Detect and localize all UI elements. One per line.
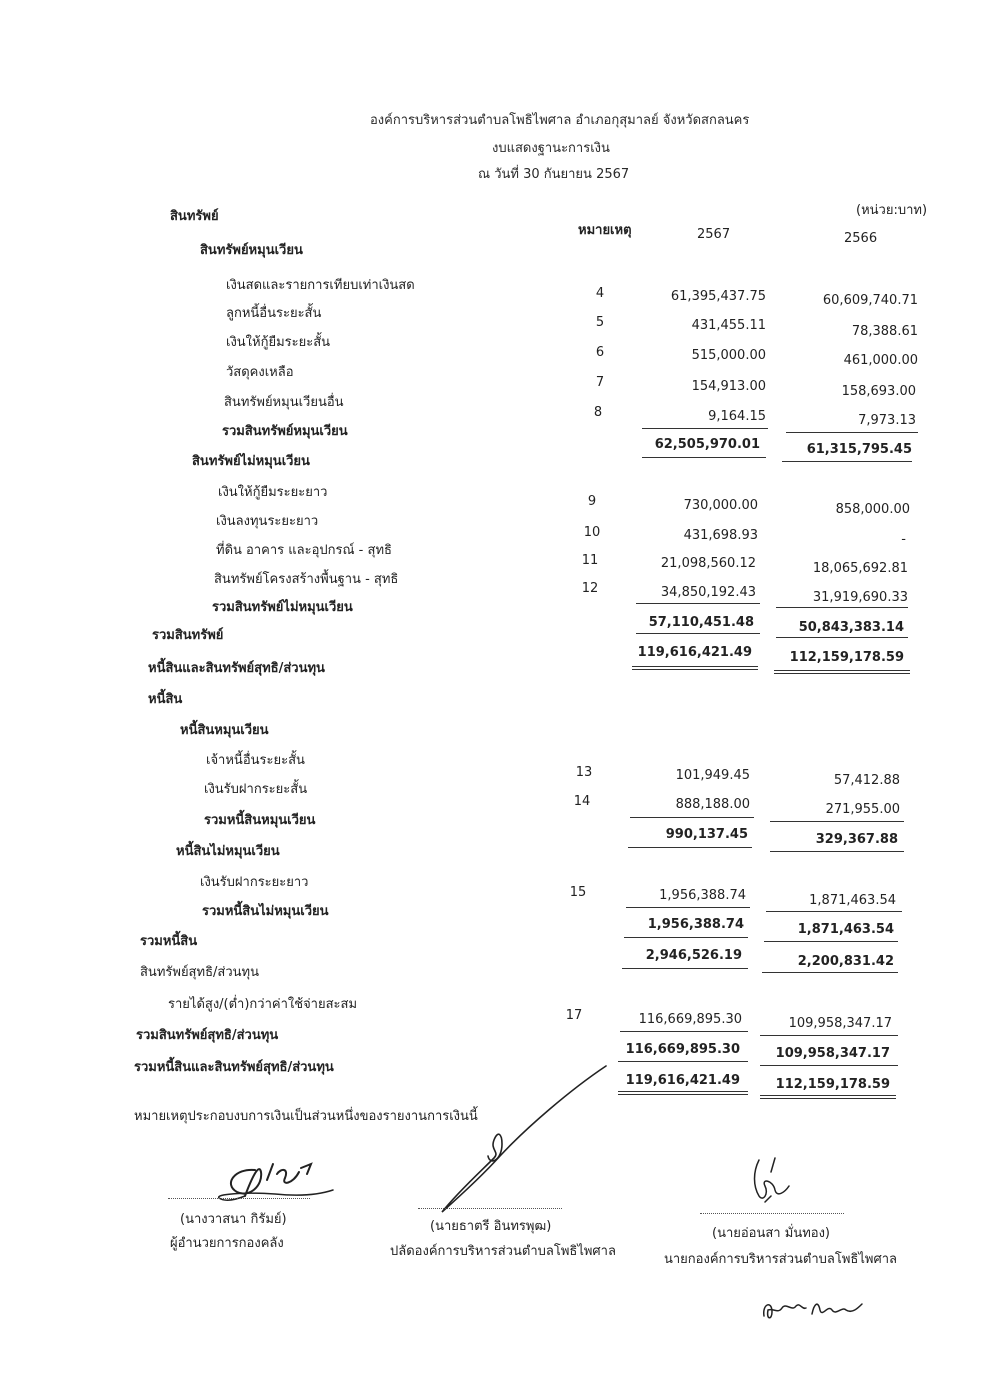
row-value-2567-grand-total: 119,616,421.49 [625,1073,740,1088]
row-note-short-deposits: 14 [573,794,591,809]
grand-total-double-line [760,1095,896,1099]
row-value-2567-long-investments: 431,698.93 [683,528,758,543]
row-note-long-investments: 10 [583,525,601,540]
signatory-name-1: (นางวาสนา กิรัมย์) [180,1212,287,1227]
row-value-2566-short-payables: 57,412.88 [833,773,900,788]
organization-name: องค์การบริหารส่วนตำบลโพธิไพศาล อำเภอกุสุมาลย์ จังหวัดสกลนคร [370,113,750,128]
row-note-cash: 4 [595,286,605,301]
row-value-2566-short-loans: 461,000.00 [843,353,918,368]
row-note-short-receivables: 5 [595,315,605,330]
row-value-2567-cash: 61,395,437.75 [670,289,766,304]
row-value-2567-ppe-net: 21,098,560.12 [660,556,756,571]
row-value-2567-short-payables: 101,949.45 [675,768,750,783]
total-line [770,851,904,852]
row-value-2567-total-equity: 116,669,895.30 [625,1042,740,1057]
row-value-2566-total-current-assets: 61,315,795.45 [806,442,912,457]
row-value-2566-grand-total: 112,159,178.59 [775,1077,890,1092]
signatory-name-2: (นายธาตรี อินทรพุฒ) [430,1219,552,1234]
row-value-2566-total-noncurrent-liabilities: 1,871,463.54 [797,922,894,937]
row-label-total-current-liabilities: รวมหนี้สินหมุนเวียน [204,813,316,828]
total-line [764,941,898,942]
row-value-2566-total-liabilities: 2,200,831.42 [797,954,894,969]
row-note-ppe-net: 11 [581,553,599,568]
subtotal-line [766,911,902,912]
row-label-accumulated-surplus: รายได้สูง/(ต่ำ)กว่าค่าใช้จ่ายสะสม [168,997,358,1012]
subsection-title-current-assets: สินทรัพย์หมุนเวียน [200,243,303,258]
column-header-2567: 2567 [697,227,731,242]
row-value-2566-infrastructure-net: 31,919,690.33 [812,590,908,605]
subtotal-line [760,1035,898,1036]
row-value-2567-inventory: 154,913.00 [691,379,766,394]
row-label-infrastructure-net: สินทรัพย์โครงสร้างพื้นฐาน - สุทธิ [214,572,399,587]
subtotal-line [776,607,908,608]
row-value-2566-other-current-assets: 7,973.13 [858,413,916,428]
row-label-total-current-assets: รวมสินทรัพย์หมุนเวียน [222,424,348,439]
subtotal-line [626,907,750,908]
row-note-short-loans: 6 [595,345,605,360]
row-label-total-assets: รวมสินทรัพย์ [152,628,224,643]
row-value-2567-total-current-assets: 62,505,970.01 [654,437,760,452]
row-value-2566-short-receivables: 78,388.61 [851,324,918,339]
row-value-2567-total-assets: 119,616,421.49 [637,645,752,660]
row-label-grand-total: รวมหนี้สินและสินทรัพย์สุทธิ/ส่วนทุน [134,1060,334,1075]
row-value-2567-short-receivables: 431,455.11 [691,318,766,333]
section-title-equity: สินทรัพย์สุทธิ/ส่วนทุน [140,965,259,980]
row-value-2567-long-loans: 730,000.00 [683,498,758,513]
subtotal-line [636,603,760,604]
row-label-total-noncurrent-assets: รวมสินทรัพย์ไม่หมุนเวียน [212,600,353,615]
grand-total-double-line [774,670,910,674]
row-label-short-receivables: ลูกหนี้อื่นระยะสั้น [226,306,322,321]
row-value-2567-infrastructure-net: 34,850,192.43 [660,585,756,600]
statement-title: งบแสดงฐานะการเงิน [492,141,610,156]
row-value-2567-accumulated-surplus: 116,669,895.30 [638,1012,742,1027]
row-note-other-current-assets: 8 [593,405,603,420]
row-value-2566-long-investments: - [901,532,906,547]
row-value-2567-short-deposits: 888,188.00 [675,797,750,812]
row-value-2566-total-noncurrent-assets: 50,843,383.14 [798,620,904,635]
row-value-2566-total-assets: 112,159,178.59 [789,650,904,665]
row-note-long-deposits: 15 [569,885,587,900]
row-label-total-equity: รวมสินทรัพย์สุทธิ/ส่วนทุน [136,1028,279,1043]
row-label-short-deposits: เงินรับฝากระยะสั้น [204,782,308,797]
signature-line [168,1198,310,1199]
section-title-assets: สินทรัพย์ [170,209,219,224]
row-note-inventory: 7 [595,375,605,390]
row-label-other-current-assets: สินทรัพย์หมุนเวียนอื่น [224,395,344,410]
grand-total-double-line [632,666,758,670]
handwritten-signature-chief-administrator [430,1060,620,1220]
row-value-2566-ppe-net: 18,065,692.81 [812,561,908,576]
column-header-note: หมายเหตุ [578,223,632,238]
total-line [760,1065,898,1066]
row-label-cash: เงินสดและรายการเทียบเท่าเงินสด [226,278,415,293]
row-label-inventory: วัสดุคงเหลือ [226,365,294,380]
total-line [762,972,898,973]
statement-date: ณ วันที่ 30 กันยายน 2567 [478,167,630,182]
signatory-title-2: ปลัดองค์การบริหารส่วนตำบลโพธิไพศาล [390,1244,616,1259]
total-line [624,937,748,938]
grand-total-double-line [618,1091,748,1095]
row-value-2566-short-deposits: 271,955.00 [825,802,900,817]
signature-line [700,1213,844,1214]
row-value-2566-total-equity: 109,958,347.17 [775,1046,890,1061]
row-value-2567-total-noncurrent-liabilities: 1,956,388.74 [647,917,744,932]
row-value-2566-inventory: 158,693.00 [841,384,916,399]
handwritten-signature-finance-director [215,1150,345,1210]
row-note-long-loans: 9 [587,494,597,509]
total-line [642,457,766,458]
footnote: หมายเหตุประกอบงบการเงินเป็นส่วนหนึ่งของรายงานการเงินนี้ [134,1109,478,1124]
column-header-2566: 2566 [844,231,878,246]
subsection-title-noncurrent-liabilities: หนี้สินไม่หมุนเวียน [176,844,280,859]
row-value-2567-other-current-assets: 9,164.15 [708,409,766,424]
row-value-2567-total-liabilities: 2,946,526.19 [645,948,742,963]
row-label-long-deposits: เงินรับฝากระยะยาว [200,875,309,890]
total-line [782,461,912,462]
row-label-long-loans: เงินให้กู้ยืมระยะยาว [218,485,328,500]
row-note-accumulated-surplus: 17 [565,1008,583,1023]
signatory-title-3: นายกองค์การบริหารส่วนตำบลโพธิไพศาล [664,1252,897,1267]
subtotal-line [770,821,904,822]
row-label-long-investments: เงินลงทุนระยะยาว [216,514,319,529]
row-label-total-liabilities: รวมหนี้สิน [140,934,198,949]
signatory-name-3: (นายอ่อนสา มั่นทอง) [712,1226,830,1241]
row-value-2566-total-current-liabilities: 329,367.88 [815,832,898,847]
total-line [776,637,908,638]
row-label-short-payables: เจ้าหนี้อื่นระยะสั้น [206,753,305,768]
unit-label: (หน่วย:บาท) [856,203,928,218]
row-note-infrastructure-net: 12 [581,581,599,596]
row-label-short-loans: เงินให้กู้ยืมระยะสั้น [226,335,331,350]
subtotal-line [620,1031,748,1032]
subtotal-line [786,432,918,433]
row-value-2566-long-loans: 858,000.00 [835,502,910,517]
row-note-short-payables: 13 [575,765,593,780]
row-value-2567-total-current-liabilities: 990,137.45 [665,827,748,842]
subtotal-line [642,428,768,429]
total-line [636,633,760,634]
signatory-title-1: ผู้อำนวยการกองคลัง [170,1236,284,1251]
handwritten-signature-mayor [745,1152,795,1208]
row-label-ppe-net: ที่ดิน อาคาร และอุปกรณ์ - สุทธิ [216,543,392,558]
row-value-2567-total-noncurrent-assets: 57,110,451.48 [648,615,754,630]
total-line [628,847,752,848]
section-title-liabilities: หนี้สิน [148,692,183,707]
row-value-2566-cash: 60,609,740.71 [822,293,918,308]
section-title-liabilities-and-equity: หนี้สินและสินทรัพย์สุทธิ/ส่วนทุน [148,661,325,676]
row-value-2566-accumulated-surplus: 109,958,347.17 [788,1016,892,1031]
subsection-title-noncurrent-assets: สินทรัพย์ไม่หมุนเวียน [192,454,310,469]
row-value-2567-long-deposits: 1,956,388.74 [659,888,746,903]
subsection-title-current-liabilities: หนี้สินหมุนเวียน [180,723,269,738]
row-value-2566-long-deposits: 1,871,463.54 [809,893,896,908]
row-value-2567-short-loans: 515,000.00 [691,348,766,363]
signature-line [418,1208,562,1209]
subtotal-line [630,817,754,818]
row-label-total-noncurrent-liabilities: รวมหนี้สินไม่หมุนเวียน [202,904,329,919]
total-line [618,1061,748,1062]
total-line [622,968,748,969]
handwritten-initials [758,1290,868,1326]
